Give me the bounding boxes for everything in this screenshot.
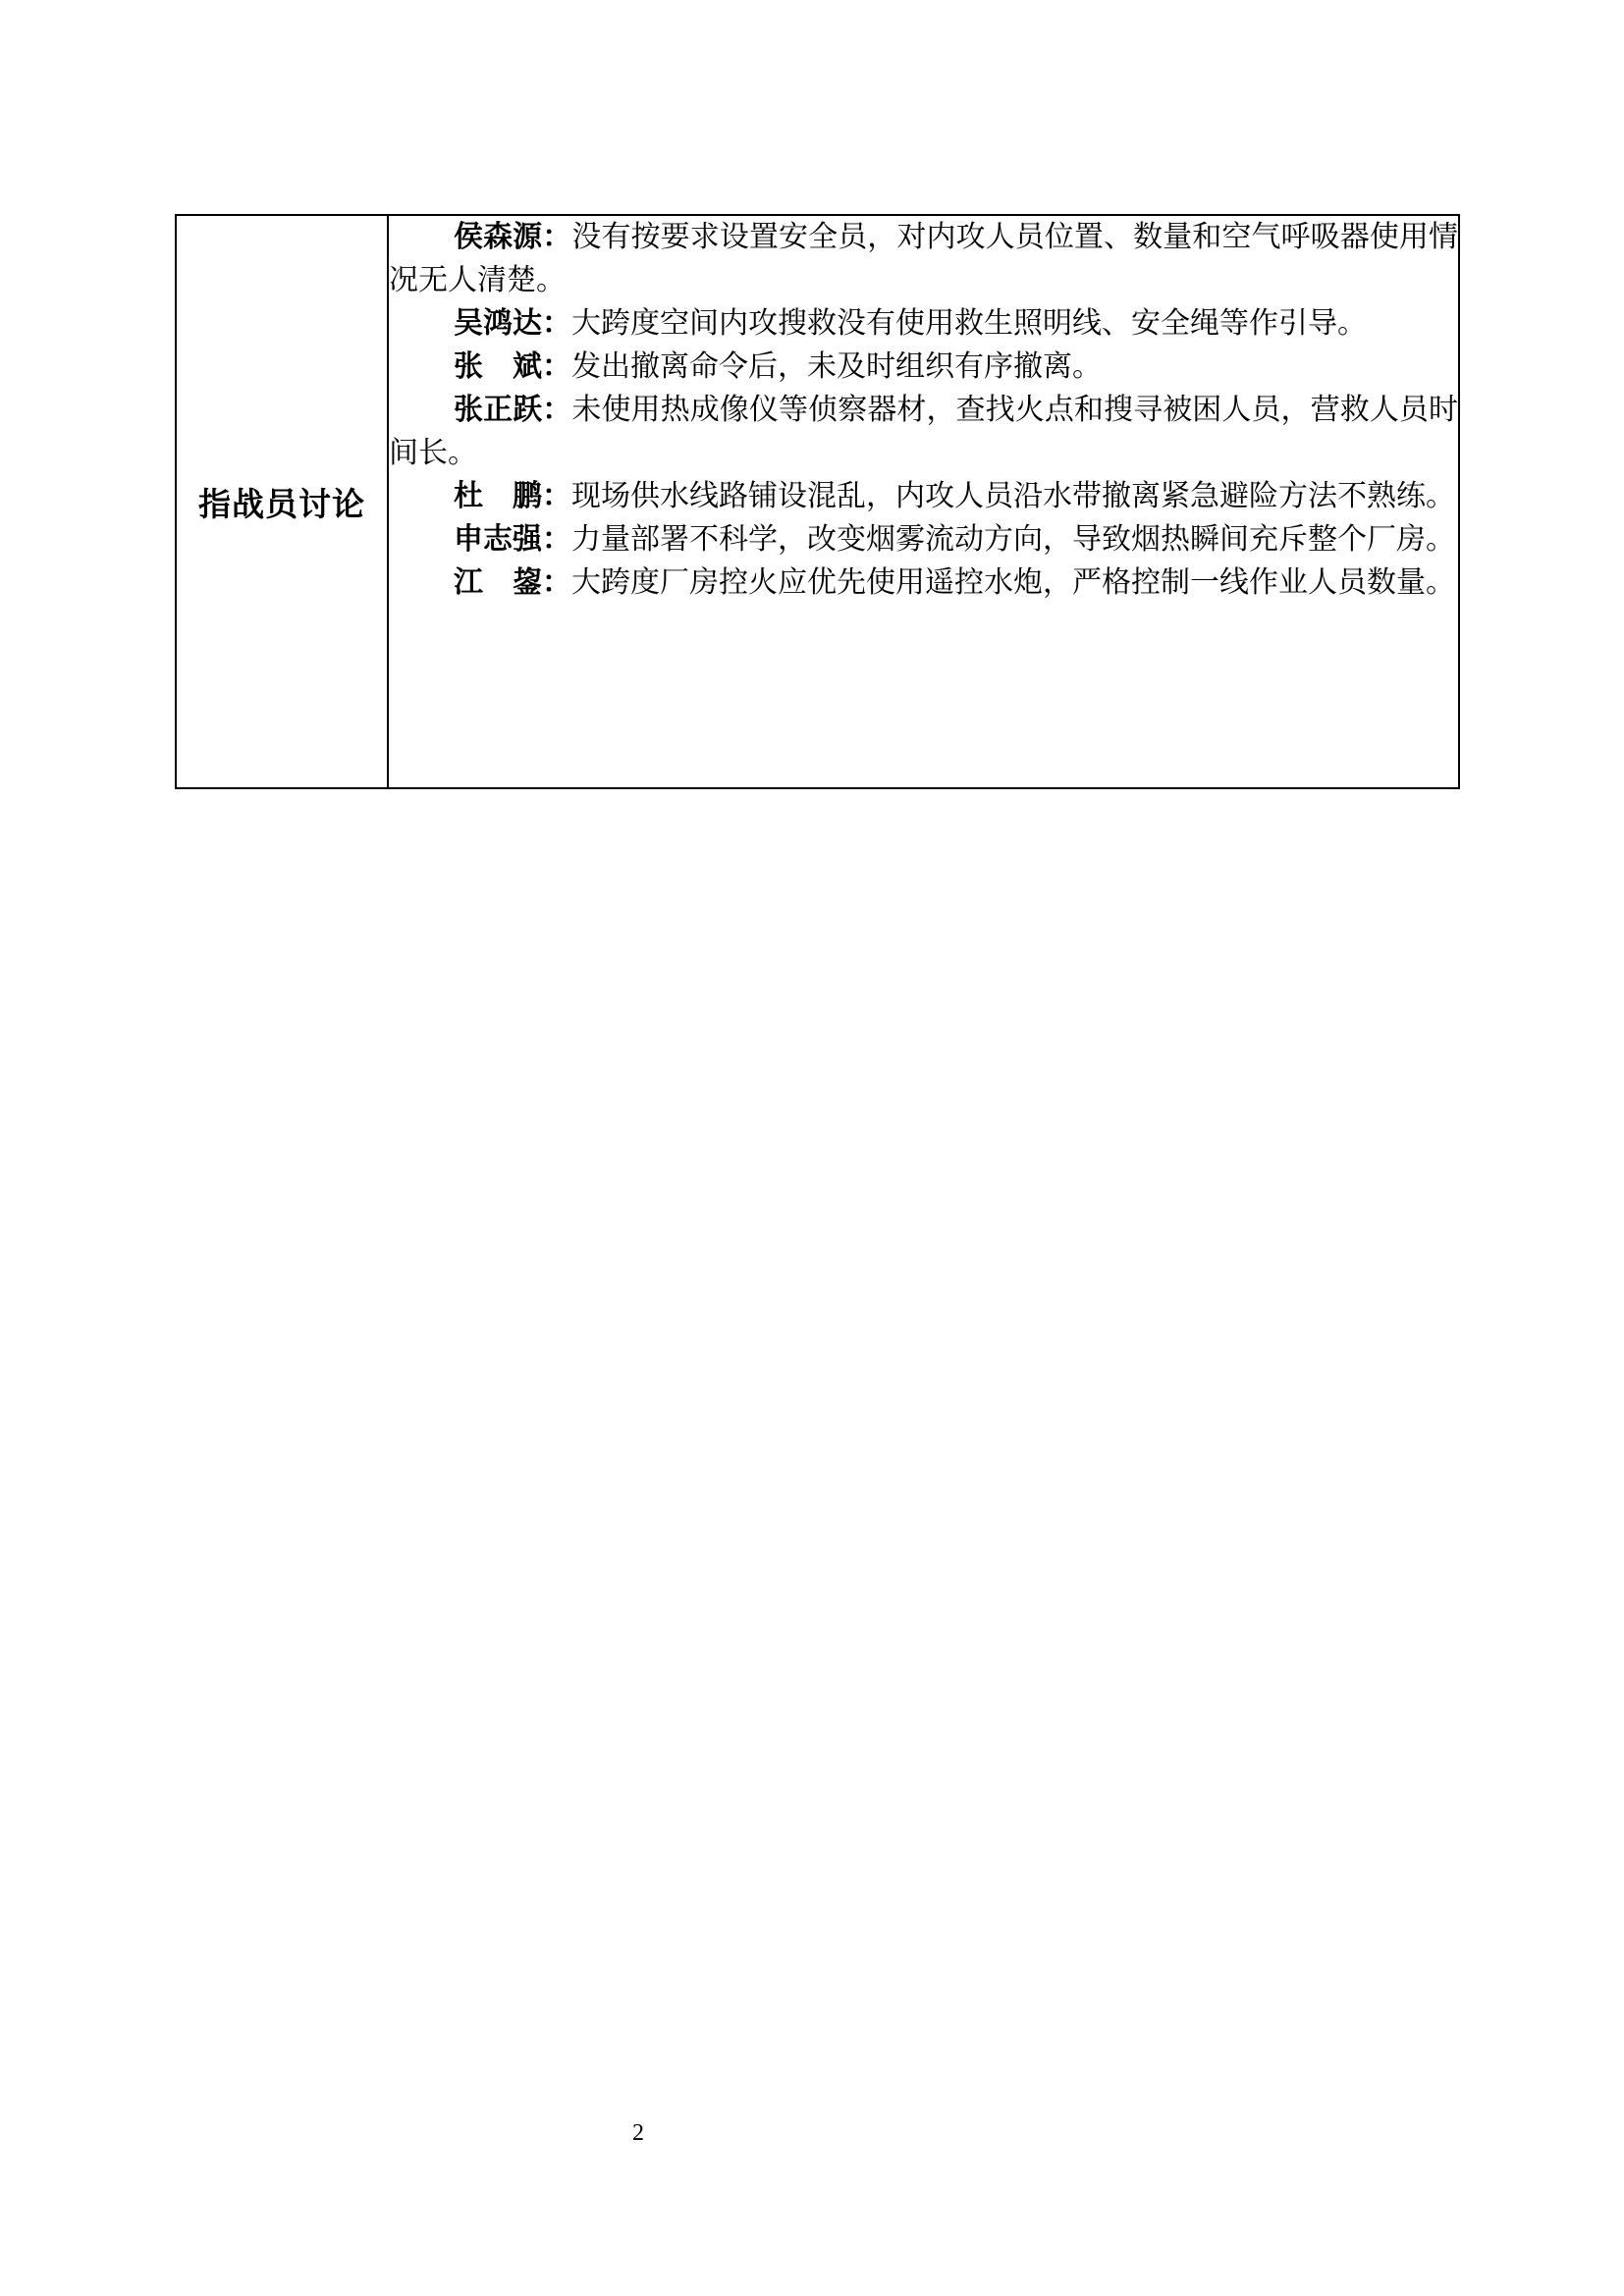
comment-text: 力量部署不科学，改变烟雾流动方向，导致烟热瞬间充斥整个厂房。 (571, 522, 1455, 557)
comment-text: 发出撤离命令后，未及时组织有序撤离。 (571, 349, 1102, 384)
comment-item (389, 518, 1458, 561)
speaker-separator: ： (542, 479, 571, 513)
speaker-separator: ： (542, 220, 572, 254)
comments-cell (388, 215, 1459, 788)
discussion-row (176, 215, 1459, 788)
speaker-separator: ： (542, 349, 571, 384)
comment-item (389, 389, 1458, 475)
speaker-separator: ： (542, 306, 571, 341)
comment-text: 未使用热成像仪等侦察器材，查找火点和搜寻被困人员，营救人员时间长。 (389, 393, 1459, 470)
speaker-name: 侯森源 (454, 220, 543, 254)
speaker-name: 吴鸿达 (454, 306, 542, 341)
comment-text: 大跨度厂房控火应优先使用遥控水炮，严格控制一线作业人员数量。 (571, 565, 1455, 600)
comment-text: 现场供水线路铺设混乱，内攻人员沿水带撤离紧急避险方法不熟练。 (571, 479, 1455, 513)
comment-item (389, 216, 1458, 302)
comment-item (389, 561, 1458, 605)
comment-item (389, 346, 1458, 389)
speaker-name: 杜 鹏 (454, 479, 542, 513)
row-header: 指战员讨论 (176, 215, 388, 788)
comment-item (389, 475, 1458, 518)
comment-text: 没有按要求设置安全员，对内攻人员位置、数量和空气呼吸器使用情况无人清楚。 (389, 220, 1459, 297)
comment-item (389, 302, 1458, 346)
speaker-separator: ： (542, 565, 571, 600)
speaker-separator: ： (542, 393, 572, 427)
page-number: 2 (632, 2120, 644, 2146)
speaker-name: 申志强 (454, 522, 542, 557)
speaker-separator: ： (542, 522, 571, 557)
speaker-name: 张正跃 (454, 393, 543, 427)
discussion-table (175, 214, 1460, 789)
speaker-name: 江 鋆 (454, 565, 542, 600)
speaker-name: 张 斌 (454, 349, 542, 384)
comment-text: 大跨度空间内攻搜救没有使用救生照明线、安全绳等作引导。 (571, 306, 1367, 341)
